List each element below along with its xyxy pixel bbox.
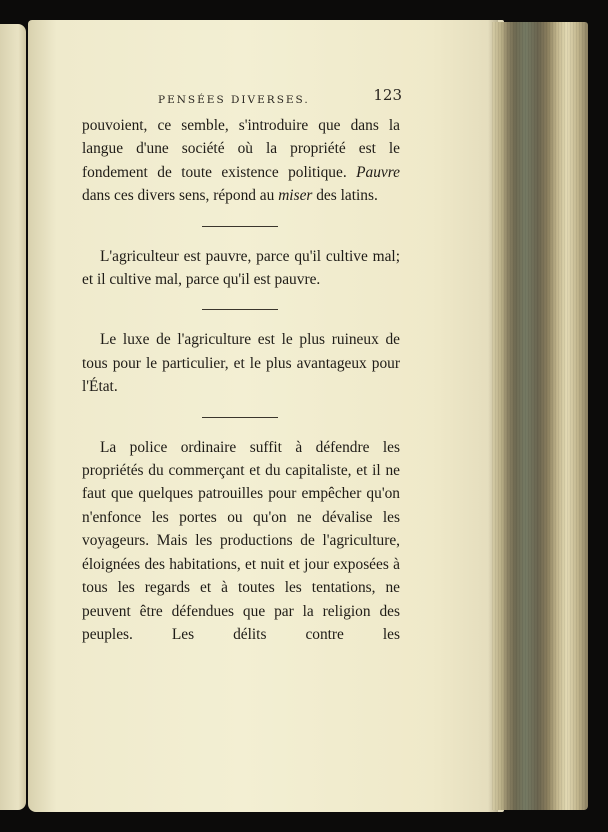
page-header — [82, 88, 402, 110]
paragraph-1-italic-pauvre: Pauvre — [356, 163, 400, 181]
paragraph-1-text-b: dans ces divers sens, répond au — [82, 187, 279, 205]
paragraph-4: La police ordinaire suffit à défendre les propriétés du commerçant et du capitaliste, et il ne faut que quelques patrouilles pour empêcher qu'on n'enfonce les portes ou qu'on ne dévalise les voyageurs. Mais les productions de l'agriculture, éloignées des habitations, et nuit et jour exposées à tous les regards et à toutes les tentations, ne peuvent être défendues que par la religion des peuples. Les délits contre les — [82, 438, 400, 643]
book-fore-edge — [492, 22, 588, 810]
running-title: PENSÉES DIVERSES. — [158, 94, 310, 106]
section-separator — [202, 309, 278, 310]
paragraph-3: Le luxe de l'agriculture est le plus ruineux de tous pour le particulier, et le plus avantageux pour l'État. — [82, 331, 400, 396]
paragraph-1-text-a: pouvoient, ce semble, s'introduire que dans la langue d'une société où la propriété est le fondement de toute existence politique. — [82, 117, 400, 181]
page-number: 123 — [373, 86, 402, 104]
paragraph-2: L'agriculteur est pauvre, parce qu'il cultive mal; et il cultive mal, parce qu'il est pauvre. — [82, 247, 400, 289]
paragraph-1-italic-miser: miser — [278, 187, 313, 205]
left-page-edge — [0, 24, 26, 810]
section-separator — [202, 417, 278, 418]
paragraph-1 — [82, 114, 400, 208]
paragraph-1-text-c: des latins. — [312, 187, 378, 205]
section-separator — [202, 226, 278, 227]
page-body — [82, 114, 400, 646]
